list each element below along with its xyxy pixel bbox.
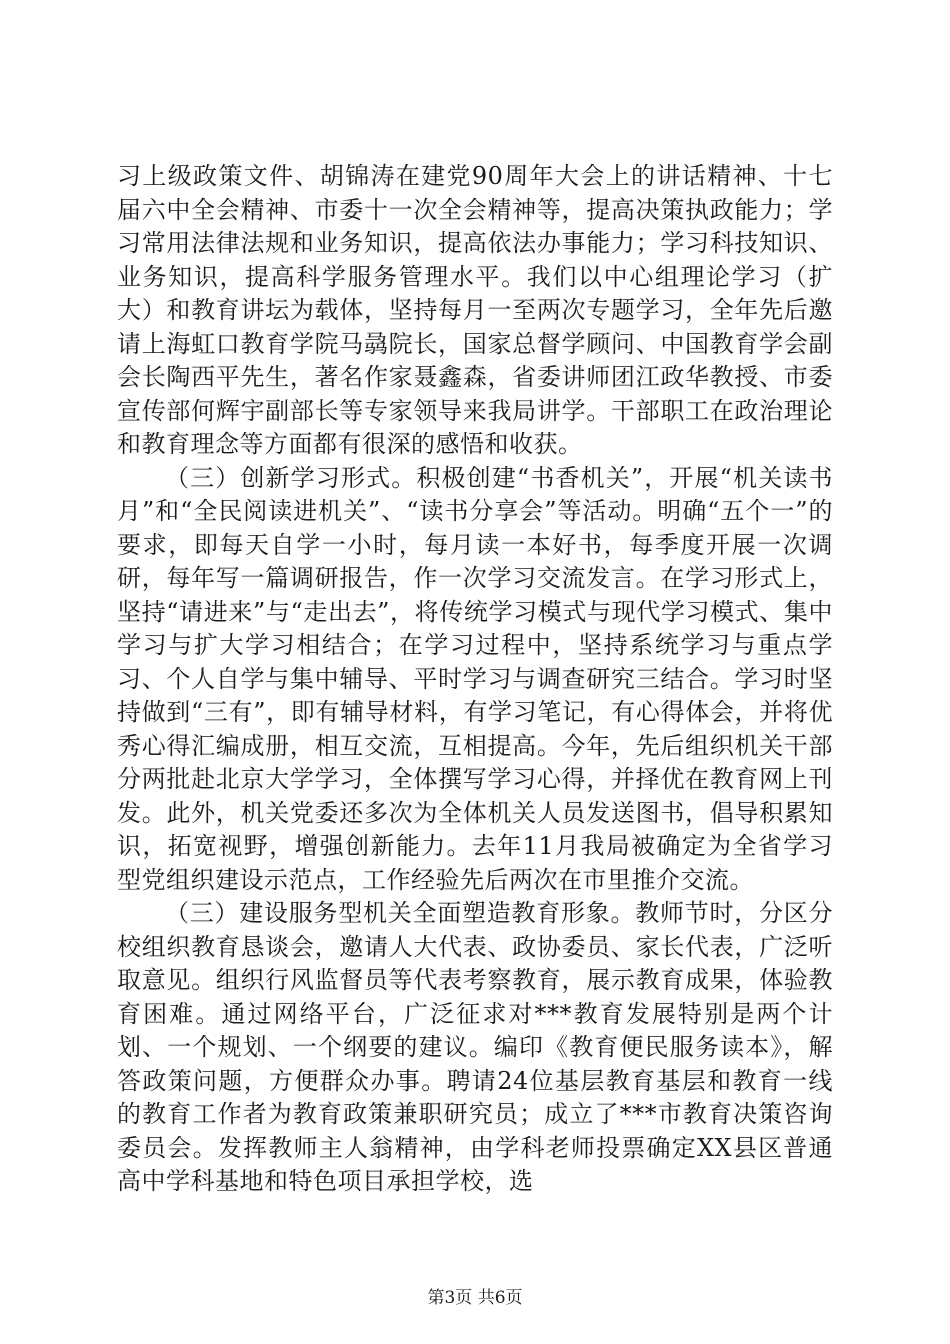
paragraph-service-oriented-organ: （三）建设服务型机关全面塑造教育形象。教师节时，分区分校组织教育恳谈会，邀请人大代表、政协委员、家长代表，广泛听取意见。组织行风监督员等代表考察教育，展示教育成果，体验教育困难。通过网络平台，广泛征求对***教育发展特别是两个计划、一个规划、一个纲要的建议。编印《教育便民服务读本》，解答政策问题，方便群众办事。聘请24位基层教育基层和教育一线的教育工作者为教育政策兼职研究员；成立了***市教育决策咨询委员会。发挥教师主人翁精神，由学科老师投票确定XX县区普通高中学科基地和特色项目承担学校，选 (117, 899, 833, 1195)
paragraph-continuation: 习上级政策文件、胡锦涛在建党90周年大会上的讲话精神、十七届六中全会精神、市委十一次全会精神等，提高决策执政能力；学习常用法律法规和业务知识，提高依法办事能力；学习科技知识、业务知识，提高科学服务管理水平。我们以中心组理论学习（扩大）和教育讲坛为载体，坚持每月一至两次专题学习，全年先后邀请上海虹口教育学院马骉院长，国家总督学顾问、中国教育学会副会长陶西平先生，著名作家聂鑫森，省委讲师团江政华教授、市委宣传部何辉宇副部长等专家领导来我局讲学。干部职工在政治理论和教育理念等方面都有很深的感悟和收获。 (117, 162, 833, 458)
paragraph-innovate-learning-form: （三）创新学习形式。积极创建“书香机关”，开展“机关读书月”和“全民阅读进机关”、“读书分享会”等活动。明确“五个一”的要求，即每天自学一小时，每月读一本好书，每季度开展一次调研，每年写一篇调研报告，作一次学习交流发言。在学习形式上，坚持“请进来”与“走出去”，将传统学习模式与现代学习模式、集中学习与扩大学习相结合；在学习过程中，坚持系统学习与重点学习、个人自学与集中辅导、平时学习与调查研究三结合。学习时坚持做到“三有”，即有辅导材料，有学习笔记，有心得体会，并将优秀心得汇编成册，相互交流，互相提高。今年，先后组织机关干部分两批赴北京大学学习，全体撰写学习心得，并择优在教育网上刊发。此外，机关党委还多次为全体机关人员发送图书，倡导积累知识，拓宽视野，增强创新能力。去年11月我局被确定为全省学习型党组织建设示范点，工作经验先后两次在市里推介交流。 (117, 463, 833, 894)
page-number-footer: 第3页 共6页 (427, 1288, 523, 1308)
document-body (117, 160, 833, 1199)
